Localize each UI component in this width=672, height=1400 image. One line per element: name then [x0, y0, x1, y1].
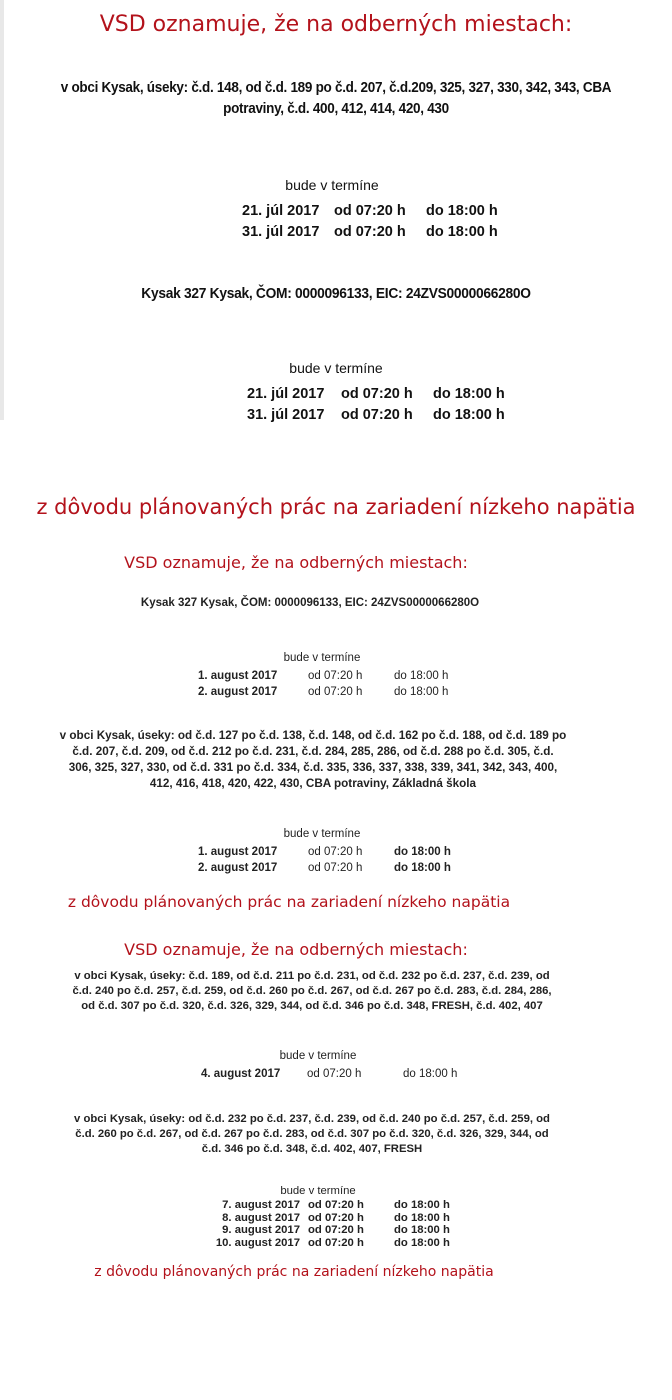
schedule-date: 9. august 2017: [222, 1224, 300, 1236]
section3-bude-label-2: bude v termíne: [280, 1185, 356, 1197]
section1-reason: z dôvodu plánovaných prác na zariadení nízkeho napätia: [36, 495, 636, 519]
schedule-from: od 07:20 h: [308, 1211, 364, 1224]
section1-places-line2: potraviny, č.d. 400, 412, 414, 420, 430: [223, 101, 449, 117]
schedule-date: 4. august 2017: [201, 1068, 281, 1080]
section2-places: [4, 728, 622, 792]
schedule-date: 7. august 2017: [222, 1199, 300, 1211]
schedule-row: [201, 1066, 457, 1082]
section2-kysak327: Kysak 327 Kysak, ČOM: 0000096133, EIC: 24ZVS0000066280O: [140, 597, 480, 609]
places-line: v obci Kysak, úseky: od č.d. 127 po č.d. 138, č.d. 148, od č.d. 162 po č.d. 188, od č.d. 189 po: [59, 729, 567, 742]
section1-places-line1: v obci Kysak, úseky: č.d. 148, od č.d. 189 po č.d. 207, č.d.209, 325, 327, 330, 342, 343, CBA: [60, 80, 612, 96]
section1-schedule-2: [247, 384, 505, 426]
section3-places-2: [22, 1112, 602, 1157]
schedule-row: [242, 201, 498, 222]
schedule-to: do 18:00 h: [426, 224, 498, 240]
places-line: č.d. 260 po č.d. 267, od č.d. 267 po č.d. 283, od č.d. 307 po č.d. 320, č.d. 326, 329, 344, od: [75, 1128, 549, 1140]
section2-schedule: [198, 668, 448, 700]
schedule-from: od 07:20 h: [341, 407, 413, 423]
schedule-from: od 07:20 h: [308, 846, 363, 858]
schedule-from: od 07:20 h: [308, 686, 363, 698]
schedule-row: [242, 222, 498, 243]
schedule-to: do 18:00 h: [394, 1211, 450, 1224]
schedule-from: od 07:20 h: [334, 224, 406, 240]
schedule-row: [247, 384, 505, 405]
schedule-date: 2. august 2017: [198, 862, 278, 874]
schedule-row: [198, 860, 451, 876]
schedule-to: do 18:00 h: [394, 862, 451, 874]
schedule-date: 1. august 2017: [198, 846, 278, 858]
section3-reason: z dôvodu plánovaných prác na zariadení nízkeho napätia: [94, 1264, 494, 1280]
section3-places: [22, 969, 602, 1014]
places-line: od č.d. 307 po č.d. 320, č.d. 326, 329, 344, od č.d. 346 po č.d. 348, FRESH, č.d. 402, 407: [81, 1000, 543, 1012]
schedule-date: 21. júl 2017: [247, 386, 325, 402]
section1-announcement: VSD oznamuje, že na odberných miestach:: [99, 12, 573, 37]
section3-schedule-2: [196, 1199, 450, 1249]
section1-schedule: [242, 201, 498, 243]
schedule-from: od 07:20 h: [308, 1199, 364, 1211]
places-line: v obci Kysak, úseky: č.d. 189, od č.d. 211 po č.d. 231, od č.d. 232 po č.d. 237, č.d. 239, od: [74, 970, 550, 982]
schedule-from: od 07:20 h: [307, 1068, 362, 1080]
places-line: v obci Kysak, úseky: od č.d. 232 po č.d. 237, č.d. 239, od č.d. 240 po č.d. 257, č.d. 259, od: [74, 1113, 550, 1125]
schedule-to: do 18:00 h: [433, 386, 505, 402]
schedule-date: 2. august 2017: [198, 686, 278, 698]
section2-announcement: VSD oznamuje, že na odberných miestach:: [124, 553, 468, 572]
section1-bude-label: bude v termíne: [285, 177, 379, 193]
schedule-date: 21. júl 2017: [242, 203, 320, 219]
places-line: č.d. 240 po č.d. 257, č.d. 259, od č.d. 260 po č.d. 267, od č.d. 267 po č.d. 283, č.d. 284, 286,: [72, 985, 552, 997]
schedule-to: do 18:00 h: [394, 1199, 450, 1211]
schedule-row: [196, 1212, 450, 1225]
places-line: č.d. 346 po č.d. 348, č.d. 402, 407, FRESH: [201, 1143, 423, 1155]
schedule-row: [198, 668, 448, 684]
schedule-row: [198, 684, 448, 700]
schedule-row: [247, 405, 505, 426]
schedule-to: do 18:00 h: [394, 686, 449, 698]
schedule-date: 31. júl 2017: [242, 224, 320, 240]
places-line: 412, 416, 418, 420, 422, 430, CBA potraviny, Základná škola: [149, 777, 477, 790]
schedule-row: [196, 1237, 450, 1250]
schedule-date: 31. júl 2017: [247, 407, 325, 423]
schedule-date: 1. august 2017: [198, 670, 278, 682]
schedule-from: od 07:20 h: [308, 1236, 364, 1249]
schedule-from: od 07:20 h: [308, 1224, 364, 1236]
schedule-from: od 07:20 h: [308, 862, 363, 874]
schedule-to: do 18:00 h: [394, 1224, 450, 1236]
schedule-date: 10. august 2017: [215, 1236, 300, 1249]
schedule-to: do 18:00 h: [394, 670, 449, 682]
schedule-to: do 18:00 h: [433, 407, 505, 423]
section2-bude-label: bude v termíne: [283, 652, 361, 664]
schedule-to: do 18:00 h: [403, 1068, 458, 1080]
schedule-date: 8. august 2017: [222, 1211, 300, 1224]
section1-kysak327: Kysak 327 Kysak, ČOM: 0000096133, EIC: 24ZVS0000066280O: [141, 286, 531, 302]
schedule-to: do 18:00 h: [394, 846, 451, 858]
section3-bude-label: bude v termíne: [279, 1050, 357, 1062]
schedule-to: do 18:00 h: [426, 203, 498, 219]
places-line: 306, 325, 327, 330, od č.d. 331 po č.d. 334, č.d. 335, 336, 337, 338, 339, 341, 342, 343, 400,: [68, 761, 558, 774]
section3-announcement: VSD oznamuje, že na odberných miestach:: [124, 940, 468, 959]
schedule-row: [196, 1199, 450, 1212]
scan-edge: [0, 0, 4, 420]
places-line: č.d. 207, č.d. 209, od č.d. 212 po č.d. 231, č.d. 284, 285, 286, od č.d. 288 po č.d. 305, č.d.: [72, 745, 554, 758]
schedule-from: od 07:20 h: [334, 203, 406, 219]
section2-schedule-2: [198, 844, 451, 876]
schedule-from: od 07:20 h: [308, 670, 363, 682]
section2-reason: z dôvodu plánovaných prác na zariadení nízkeho napätia: [67, 893, 511, 911]
schedule-from: od 07:20 h: [341, 386, 413, 402]
section3-schedule: [201, 1066, 457, 1082]
schedule-row: [198, 844, 451, 860]
section1-bude-label-2: bude v termíne: [289, 360, 383, 376]
section2-bude-label-2: bude v termíne: [283, 828, 361, 840]
schedule-to: do 18:00 h: [394, 1236, 450, 1249]
schedule-row: [196, 1224, 450, 1237]
